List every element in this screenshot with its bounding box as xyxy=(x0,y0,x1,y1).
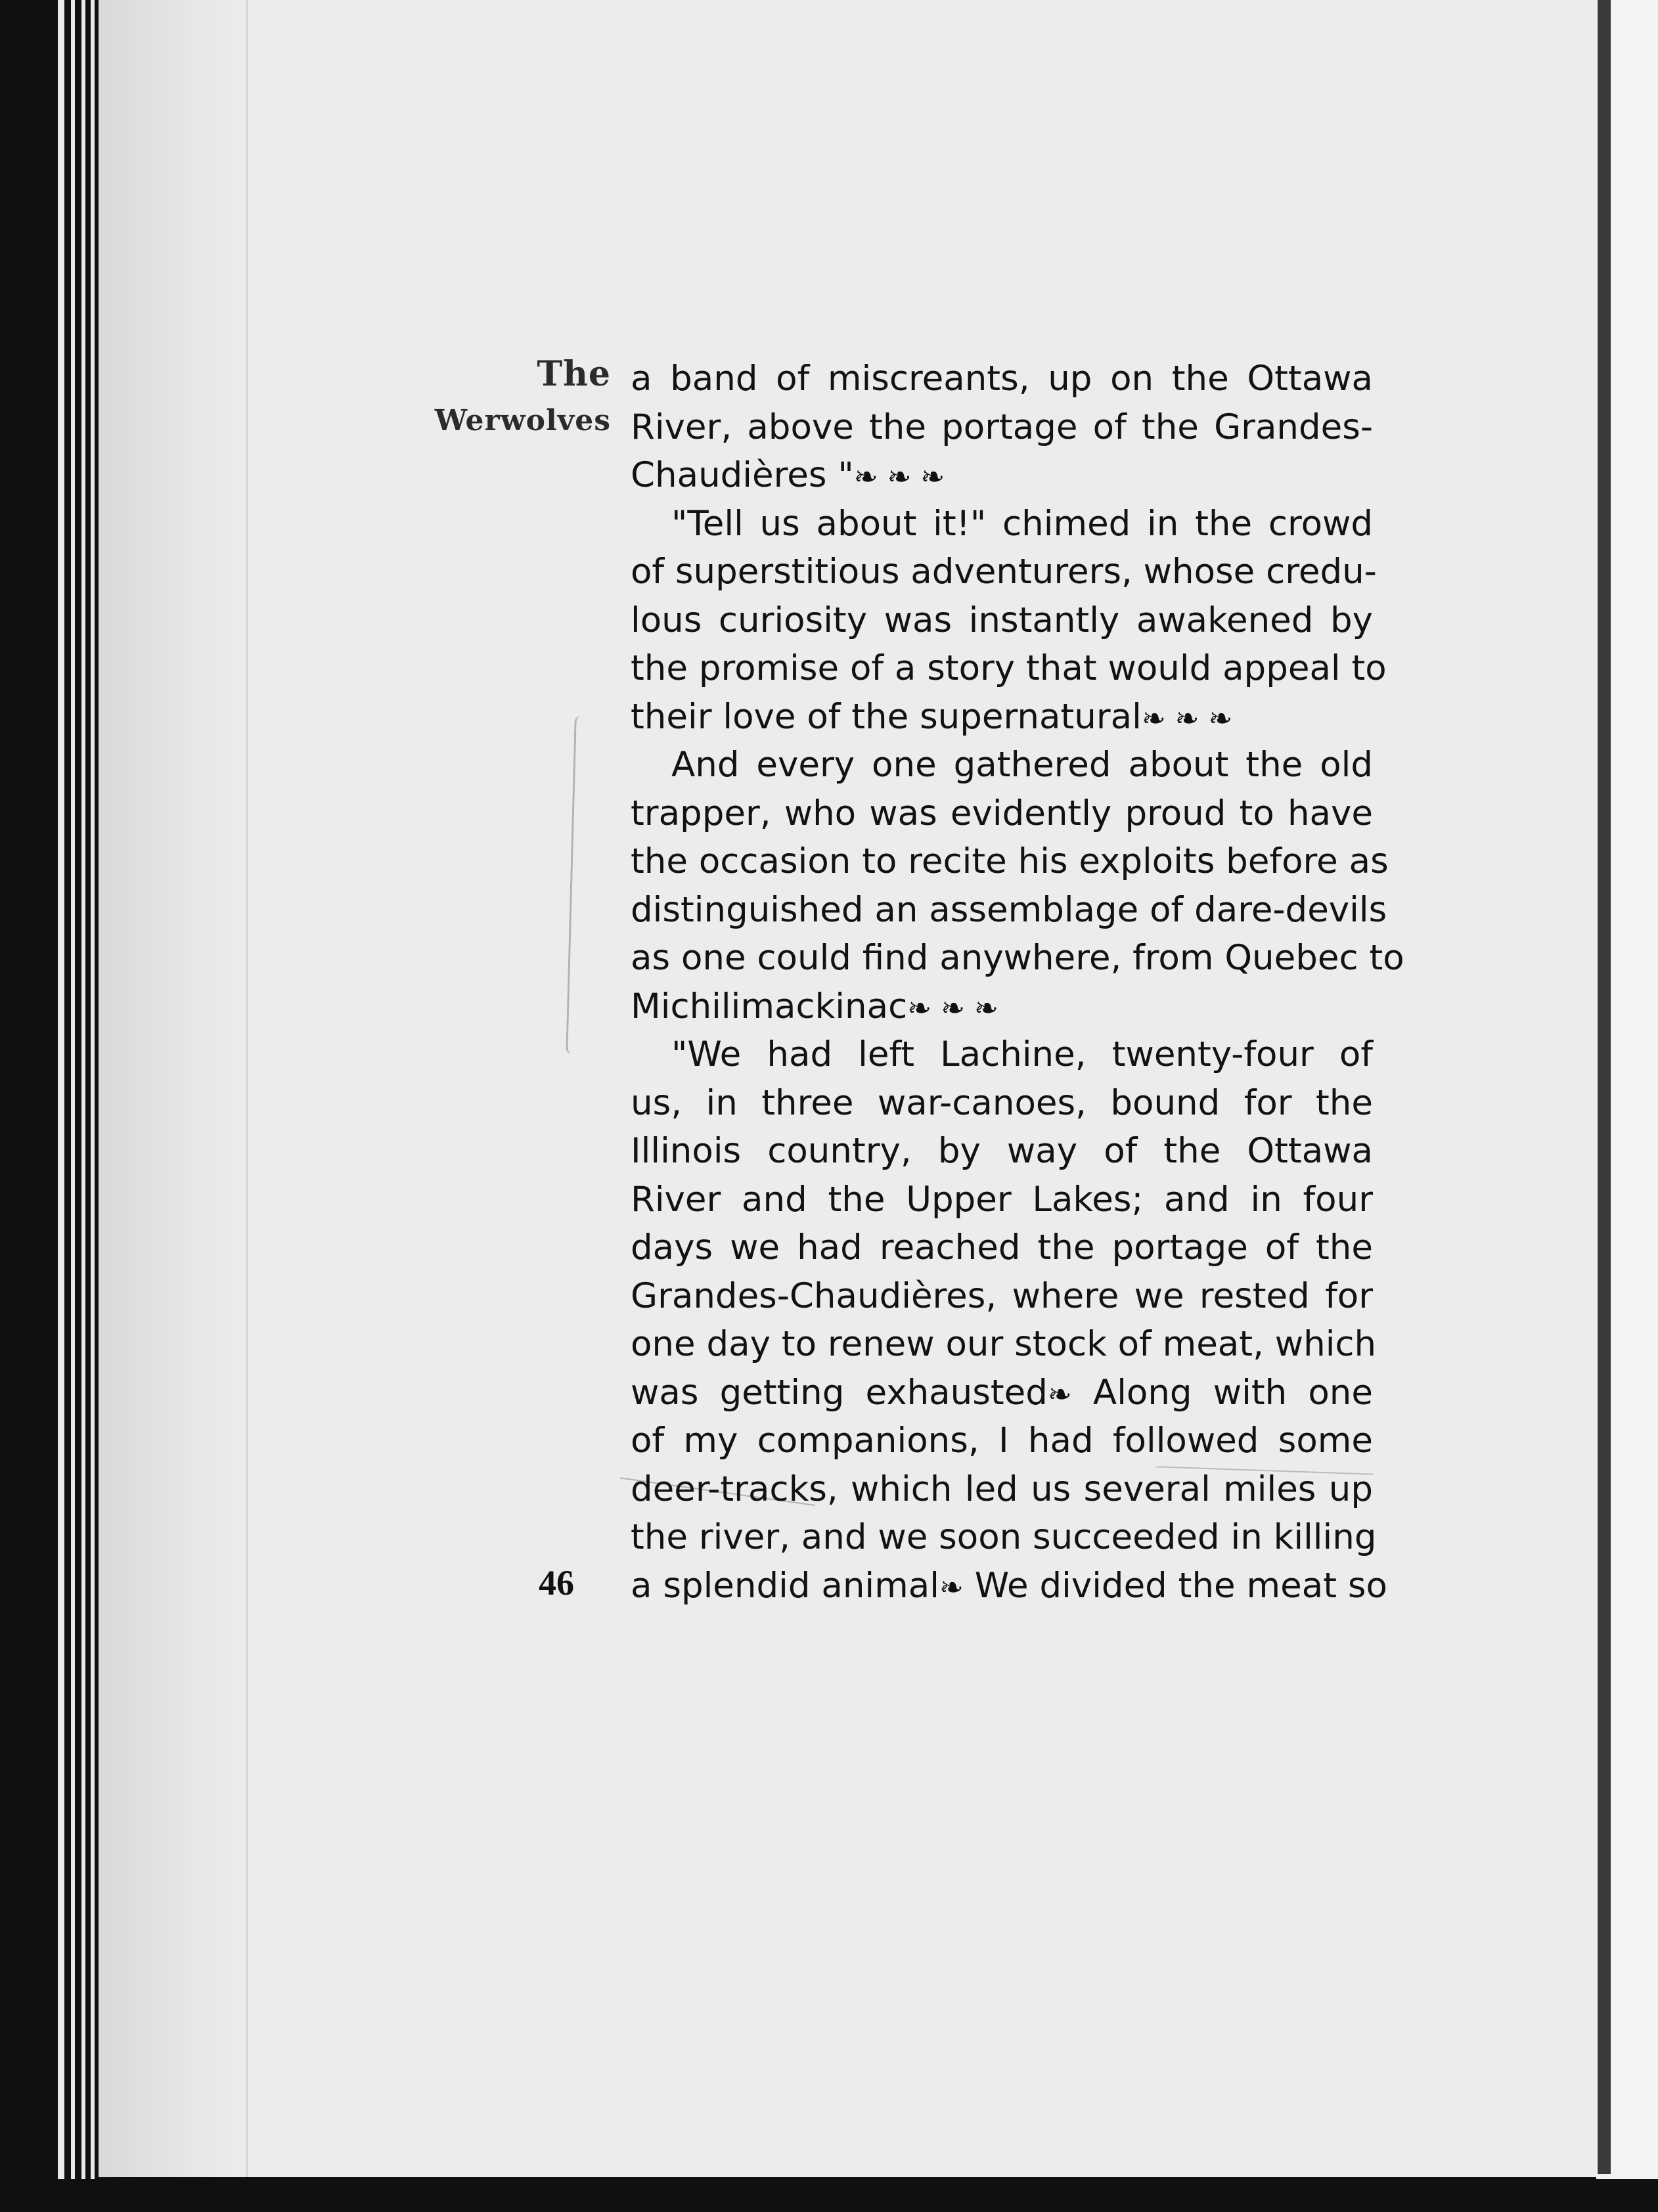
text-line: a band of miscreants, up on the Ottawa xyxy=(631,359,1373,399)
text-line: Illinois country, by way of the Ottawa xyxy=(631,1131,1373,1171)
fleuron-ornament: ❧ ❧ ❧ xyxy=(853,460,945,494)
text-line-content: their love of the supernatural xyxy=(631,696,1142,737)
bottom-shadow xyxy=(0,2179,1658,2212)
text-line xyxy=(631,1369,1373,1417)
running-head-line-2: Werwolves xyxy=(434,404,611,437)
running-head-line-1: The xyxy=(537,354,611,394)
text-line xyxy=(631,693,1373,741)
text-line xyxy=(631,1562,1387,1610)
page-inner-edge xyxy=(99,0,248,2177)
fleuron-ornament: ❧ xyxy=(939,1570,964,1604)
body-text xyxy=(631,355,1404,1610)
text-line: the river, and we soon succeeded in killing xyxy=(631,1517,1377,1557)
text-line xyxy=(631,983,1373,1031)
text-line: lous curiosity was instantly awakened by xyxy=(631,600,1373,640)
text-line xyxy=(631,451,1373,500)
gutter-edge-line xyxy=(91,0,95,2187)
gutter-edge-line xyxy=(71,0,75,2187)
text-line: us, in three war-canoes, bound for the xyxy=(631,1082,1373,1123)
text-line: And every one gathered about the old xyxy=(671,745,1373,785)
text-line: days we had reached the portage of the xyxy=(631,1228,1373,1268)
text-line-content: Along with one xyxy=(1071,1372,1373,1413)
text-line: the occasion to recite his exploits before as xyxy=(631,841,1389,881)
text-line: of my companions, I had followed some xyxy=(631,1421,1373,1461)
text-line: River, above the portage of the Grandes- xyxy=(631,407,1373,447)
text-line: of superstitious adventurers, whose credu- xyxy=(631,552,1377,592)
text-line-content: Chaudières " xyxy=(631,455,854,495)
text-line: distinguished an assemblage of dare-devils xyxy=(631,889,1387,930)
text-line-content: a splendid animal xyxy=(631,1565,939,1606)
text-line: Grandes-Chaudières, where we rested for xyxy=(631,1275,1373,1316)
text-line-content: Michilimackinac xyxy=(631,986,908,1027)
gutter-edge-line xyxy=(81,0,85,2187)
text-line-content: We divided the meat so xyxy=(963,1565,1387,1606)
right-binding-shadow xyxy=(1598,0,1611,2174)
text-line: "Tell us about it!" chimed in the crowd xyxy=(671,503,1373,544)
text-line: one day to renew our stock of meat, which xyxy=(631,1324,1377,1364)
text-line-content: was getting exhausted xyxy=(631,1372,1048,1413)
fleuron-ornament: ❧ ❧ ❧ xyxy=(1141,701,1233,736)
book-gutter xyxy=(0,0,112,2212)
text-line: "We had left Lachine, twenty-four of xyxy=(671,1034,1373,1074)
page-number: 46 xyxy=(539,1563,574,1603)
gutter-edge-line xyxy=(58,0,64,2187)
text-line: River and the Upper Lakes; and in four xyxy=(631,1179,1373,1220)
text-line: deer-tracks, which led us several miles up xyxy=(631,1469,1373,1509)
fleuron-ornament: ❧ ❧ ❧ xyxy=(907,991,998,1025)
text-line: trapper, who was evidently proud to have xyxy=(631,793,1373,833)
text-line: the promise of a story that would appeal to xyxy=(631,648,1387,688)
fleuron-ornament: ❧ xyxy=(1047,1377,1072,1411)
running-head xyxy=(420,351,611,445)
text-line: as one could find anywhere, from Quebec to xyxy=(631,938,1404,978)
